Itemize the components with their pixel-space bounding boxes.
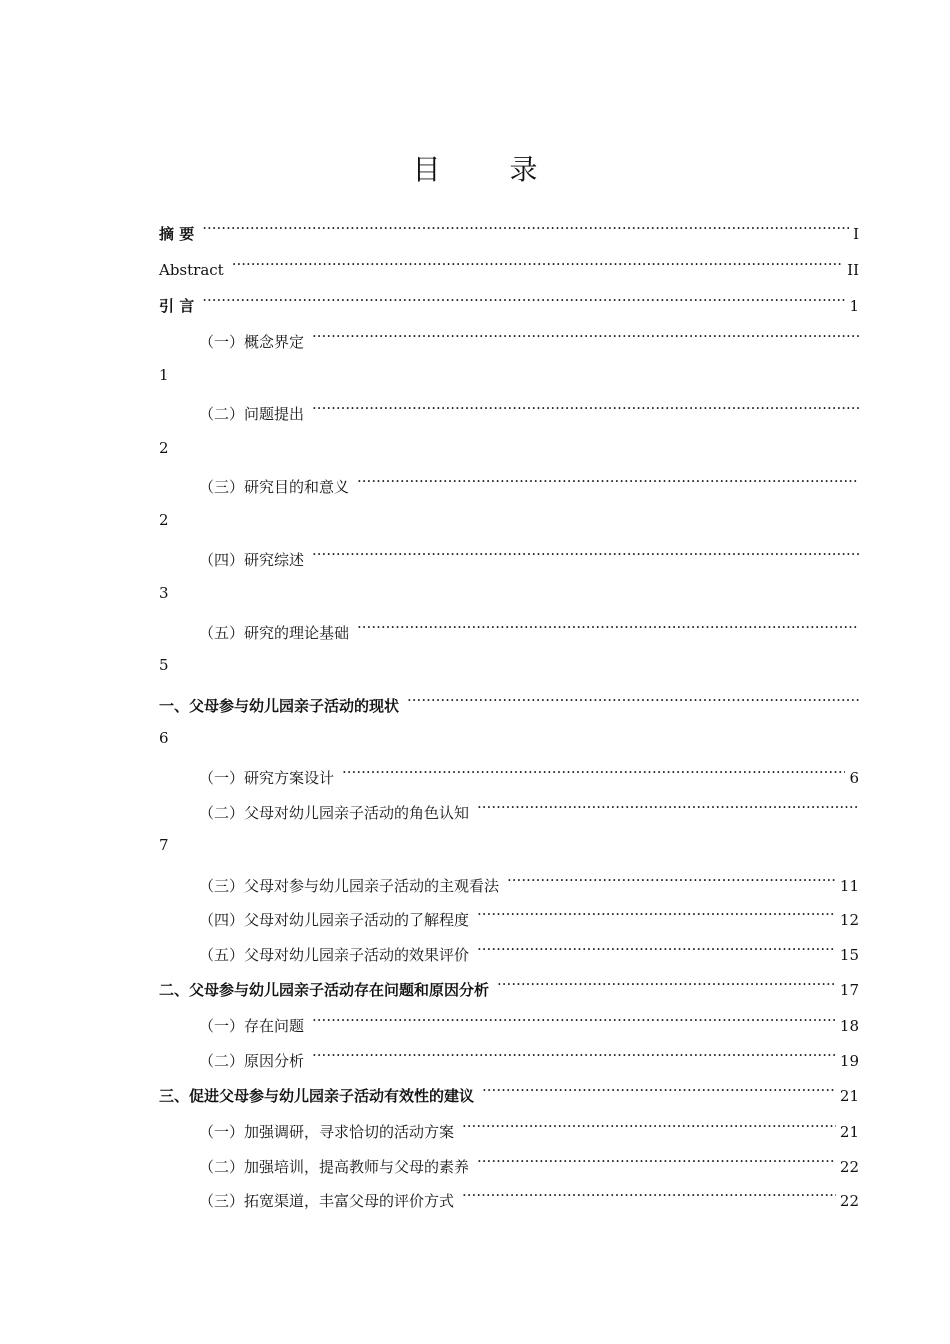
toc-label: （二）原因分析: [199, 1052, 305, 1070]
toc-page-wrapped: 3: [159, 584, 169, 602]
toc-page-wrapped: 5: [159, 656, 169, 674]
toc-entry-1-1[interactable]: [199, 761, 859, 787]
toc-page: 12: [839, 911, 859, 929]
toc-page: 22: [839, 1158, 859, 1176]
leader-dots: [342, 761, 845, 783]
toc-entry-3-2[interactable]: [199, 1150, 859, 1176]
leader-dots: [477, 1150, 836, 1172]
toc-page: 19: [839, 1052, 859, 1070]
toc-label: （一）加强调研，寻求恰切的活动方案: [199, 1123, 455, 1141]
toc-entry-introduction[interactable]: [159, 289, 859, 315]
toc-label: （一）研究方案设计: [199, 769, 335, 787]
toc-page: 18: [839, 1017, 859, 1035]
toc-label: （三）拓宽渠道，丰富父母的评价方式: [199, 1192, 455, 1210]
toc-entry-1-2[interactable]: [199, 796, 859, 822]
leader-dots: [202, 217, 849, 239]
toc-page: 1: [849, 297, 859, 315]
toc-page-wrapped: 2: [159, 511, 169, 529]
toc-entry-chapter-1[interactable]: [159, 689, 859, 715]
toc-page: I: [853, 225, 859, 243]
leader-dots: [507, 869, 836, 891]
leader-dots: [312, 1009, 836, 1031]
toc-page: 11: [839, 877, 859, 895]
toc-entry-theory[interactable]: [199, 616, 859, 642]
toc-entry-question[interactable]: [199, 397, 859, 423]
toc-label: （五）父母对幼儿园亲子活动的效果评价: [199, 946, 470, 964]
toc-page: II: [847, 261, 859, 279]
leader-dots: [462, 1115, 836, 1137]
toc-label: Abstract: [159, 261, 224, 279]
toc-label: （四）研究综述: [199, 551, 305, 569]
leader-dots: [232, 253, 843, 275]
leader-dots: [312, 1044, 836, 1066]
toc-entry-chapter-3[interactable]: [159, 1079, 859, 1105]
toc-entry-abstract-cn[interactable]: [159, 217, 859, 243]
leader-dots: [357, 616, 859, 638]
leader-dots: [497, 973, 836, 995]
leader-dots: [477, 796, 859, 818]
toc-entry-review[interactable]: [199, 543, 859, 569]
toc-page: 6: [849, 769, 859, 787]
toc-entry-2-2[interactable]: [199, 1044, 859, 1070]
toc-entry-1-4[interactable]: [199, 903, 859, 929]
toc-label: （二）父母对幼儿园亲子活动的角色认知: [199, 804, 470, 822]
leader-dots: [312, 543, 859, 565]
toc-page: 21: [839, 1123, 859, 1141]
toc-entry-3-1[interactable]: [199, 1115, 859, 1141]
toc-entry-chapter-2[interactable]: [159, 973, 859, 999]
toc-page: 17: [839, 981, 859, 999]
toc-entry-3-3[interactable]: [199, 1184, 859, 1210]
toc-label: （一）概念界定: [199, 333, 305, 351]
leader-dots: [202, 289, 845, 311]
leader-dots: [312, 325, 859, 347]
leader-dots: [312, 397, 859, 419]
toc-page-wrapped: 2: [159, 439, 169, 457]
leader-dots: [407, 689, 859, 711]
toc-label: （五）研究的理论基础: [199, 624, 350, 642]
toc-label: 二、父母参与幼儿园亲子活动存在问题和原因分析: [159, 981, 490, 999]
toc-label: 摘 要: [159, 225, 195, 243]
toc-entry-1-3[interactable]: [199, 869, 859, 895]
leader-dots: [357, 470, 859, 492]
leader-dots: [482, 1079, 836, 1101]
toc-label: 三、促进父母参与幼儿园亲子活动有效性的建议: [159, 1087, 475, 1105]
toc-page: 22: [839, 1192, 859, 1210]
toc-label: （二）问题提出: [199, 405, 305, 423]
toc-label: 引 言: [159, 297, 195, 315]
toc-label: （二）加强培训，提高教师与父母的素养: [199, 1158, 470, 1176]
toc-entry-abstract-en[interactable]: [159, 253, 859, 279]
leader-dots: [477, 938, 836, 960]
toc-entry-purpose[interactable]: [199, 470, 859, 496]
toc-page: 15: [839, 946, 859, 964]
toc-page-wrapped: 6: [159, 729, 169, 747]
toc-label: 一、父母参与幼儿园亲子活动的现状: [159, 697, 400, 715]
toc-label: （三）父母对参与幼儿园亲子活动的主观看法: [199, 877, 500, 895]
toc-entry-2-1[interactable]: [199, 1009, 859, 1035]
toc-entry-concept[interactable]: [199, 325, 859, 351]
toc-page-wrapped: 1: [159, 366, 169, 384]
toc-page: 21: [839, 1087, 859, 1105]
toc-entry-1-5[interactable]: [199, 938, 859, 964]
toc-label: （四）父母对幼儿园亲子活动的了解程度: [199, 911, 470, 929]
toc-page-wrapped: 7: [159, 836, 169, 854]
toc-label: （三）研究目的和意义: [199, 478, 350, 496]
page-title: 目 录: [412, 153, 568, 186]
leader-dots: [462, 1184, 836, 1206]
toc-label: （一）存在问题: [199, 1017, 305, 1035]
leader-dots: [477, 903, 836, 925]
